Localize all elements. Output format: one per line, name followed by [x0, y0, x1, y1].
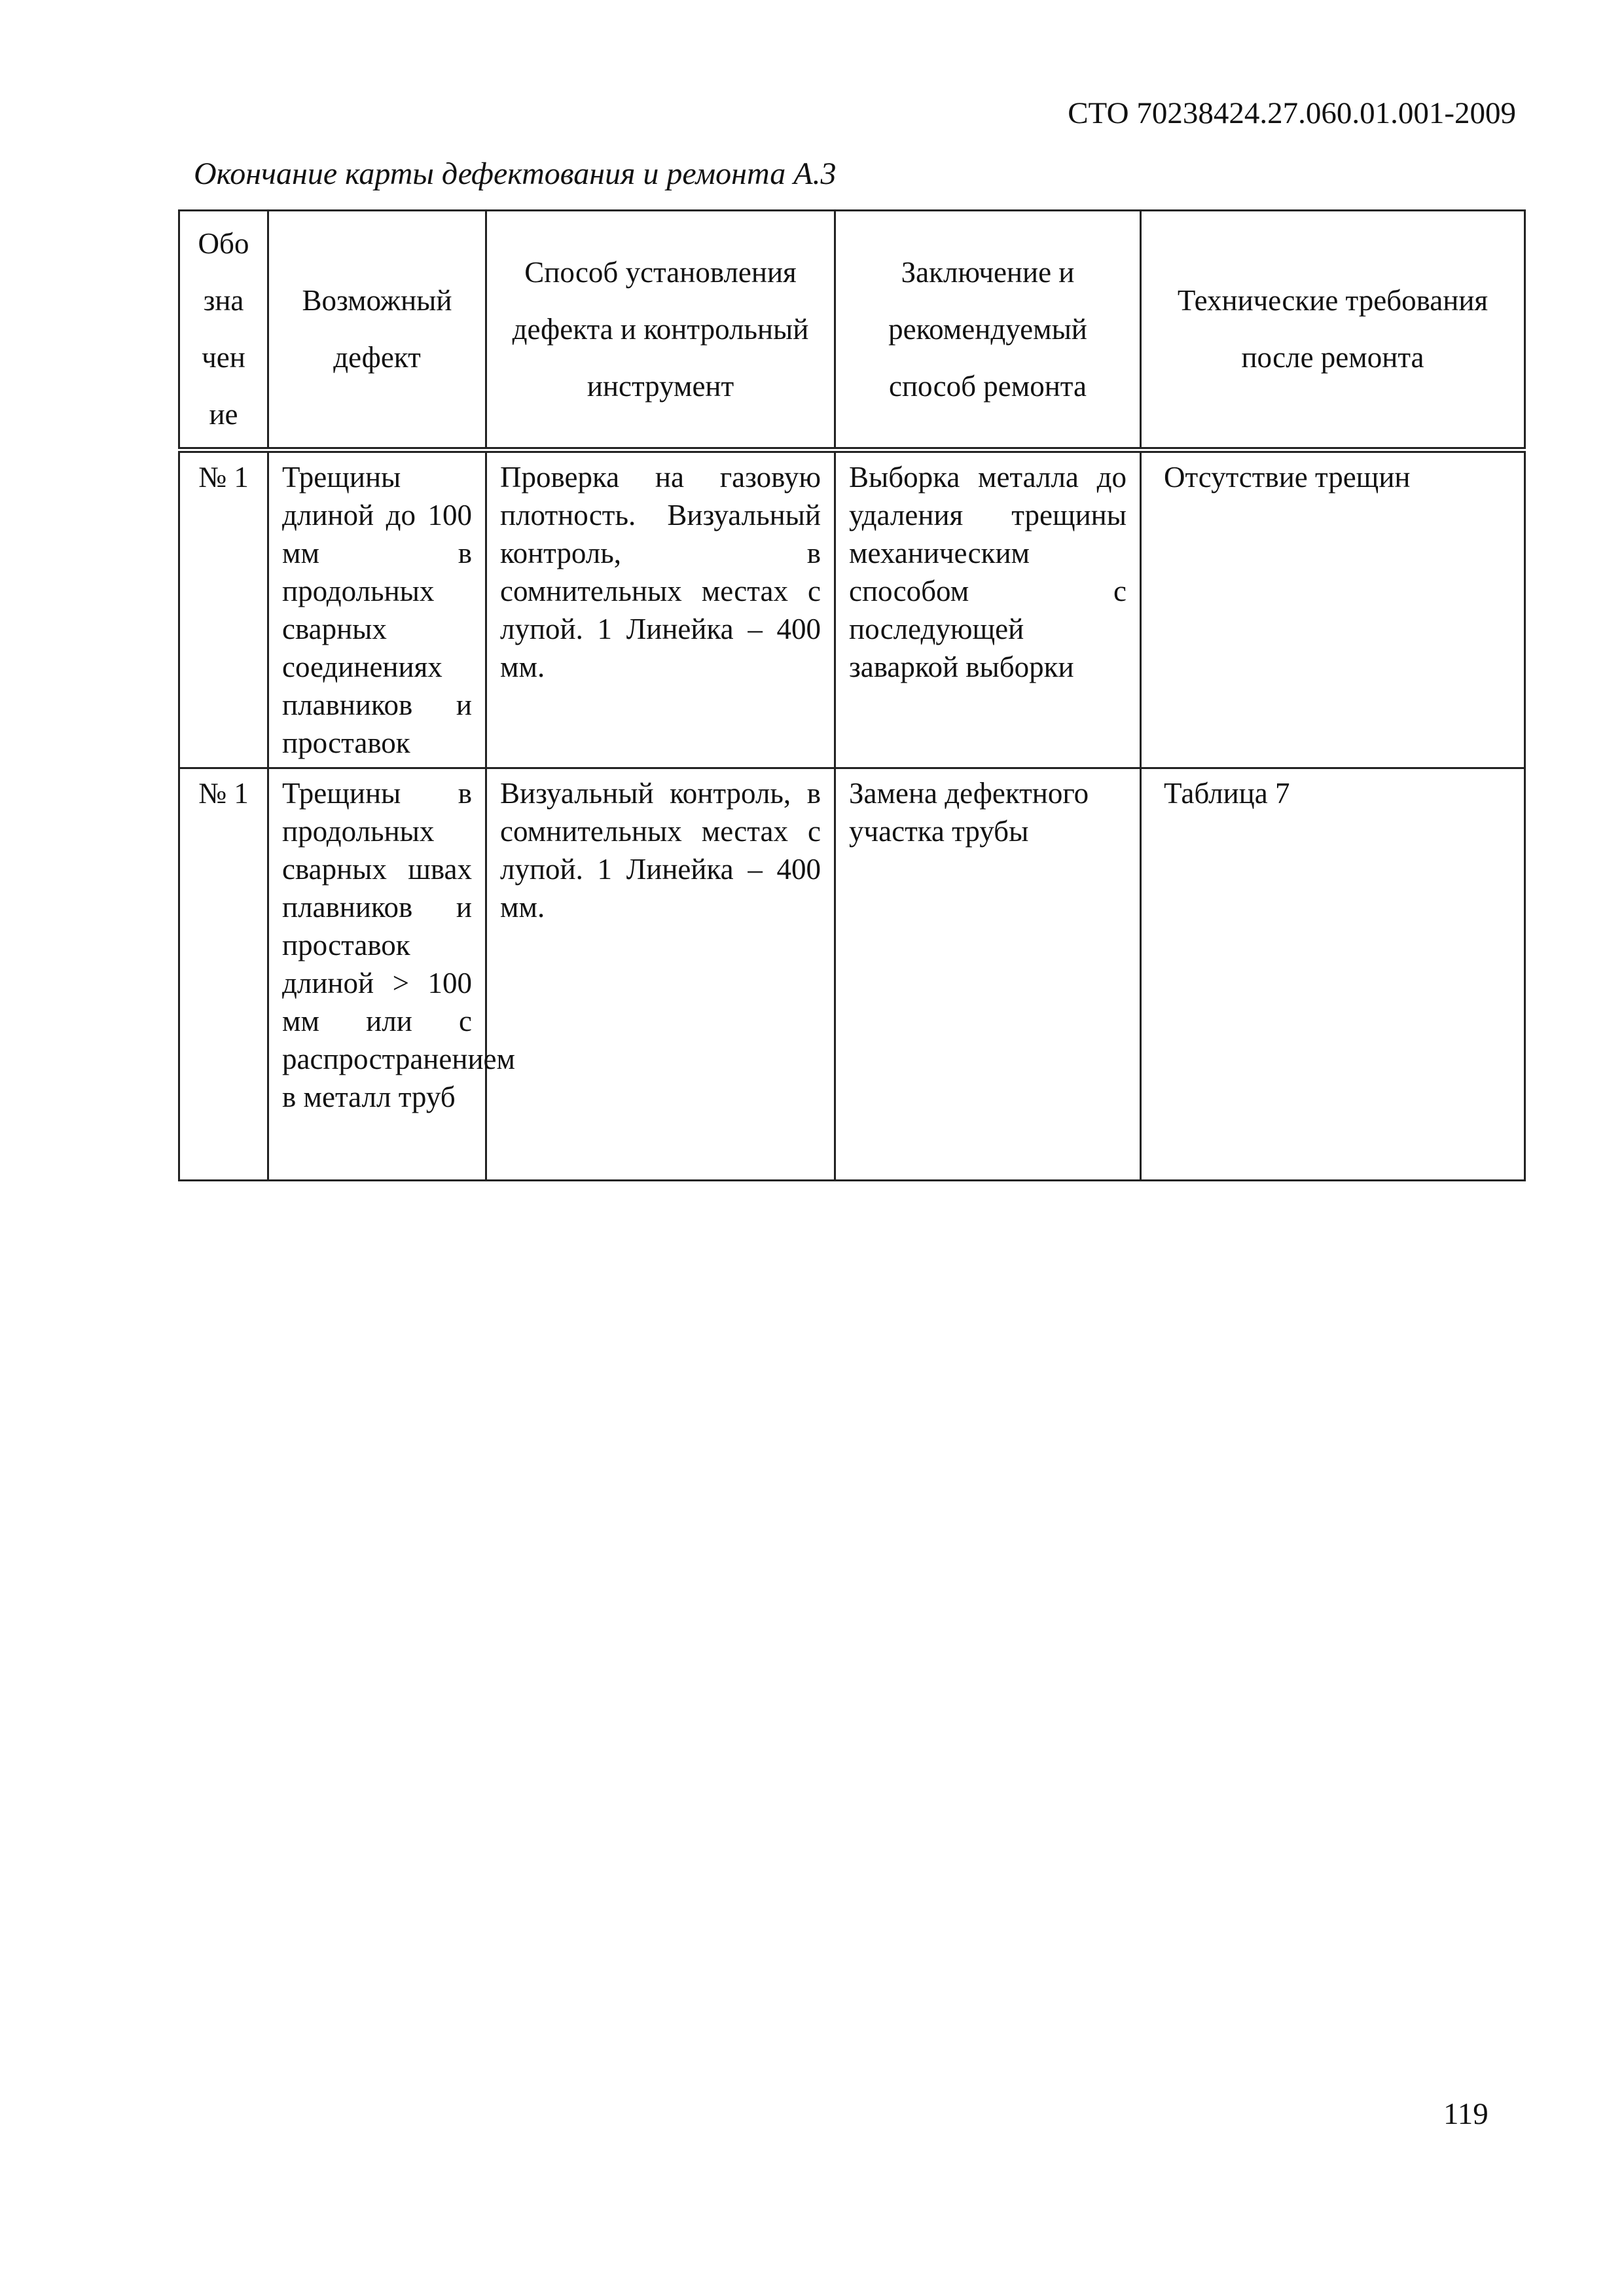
cell-defect: Трещины длиной до 100 мм в продольных сварных соединениях плавников и проставок [268, 450, 486, 768]
document-code: СТО 70238424.27.060.01.001-2009 [1068, 96, 1516, 130]
column-header-conclusion: Заключение и рекомендуемый способ ремонта [835, 211, 1141, 450]
cell-requirements: Таблица 7 [1141, 768, 1525, 1181]
table-header-row [179, 211, 1525, 450]
cell-defect: Трещины в продольных сварных швах плавников и проставок длиной > 100 мм или с распространением в металл труб [268, 768, 486, 1181]
column-header-defect: Возможный дефект [268, 211, 486, 450]
table-row [179, 768, 1525, 1181]
cell-method: Проверка на газовую плотность. Визуальный контроль, в сомнительных местах с лупой. 1 Линейка – 400 мм. [486, 450, 835, 768]
page-number: 119 [1443, 2097, 1489, 2131]
cell-conclusion: Замена дефектного участка трубы [835, 768, 1141, 1181]
cell-conclusion: Выборка металла до удаления трещины механическим способом с последующей заваркой выборки [835, 450, 1141, 768]
column-header-method: Способ установления дефекта и контрольный инструмент [486, 211, 835, 450]
cell-method: Визуальный контроль, в сомнительных местах с лупой. 1 Линейка – 400 мм. [486, 768, 835, 1181]
table-caption: Окончание карты дефектования и ремонта А.3 [194, 156, 837, 191]
column-header-requirements: Технические требования после ремонта [1141, 211, 1525, 450]
column-header-designation: Обо зна чен ие [179, 211, 268, 450]
cell-requirements: Отсутствие трещин [1141, 450, 1525, 768]
defect-repair-table [178, 209, 1526, 1181]
table-row [179, 450, 1525, 768]
cell-designation: № 1 [179, 768, 268, 1181]
cell-designation: № 1 [179, 450, 268, 768]
